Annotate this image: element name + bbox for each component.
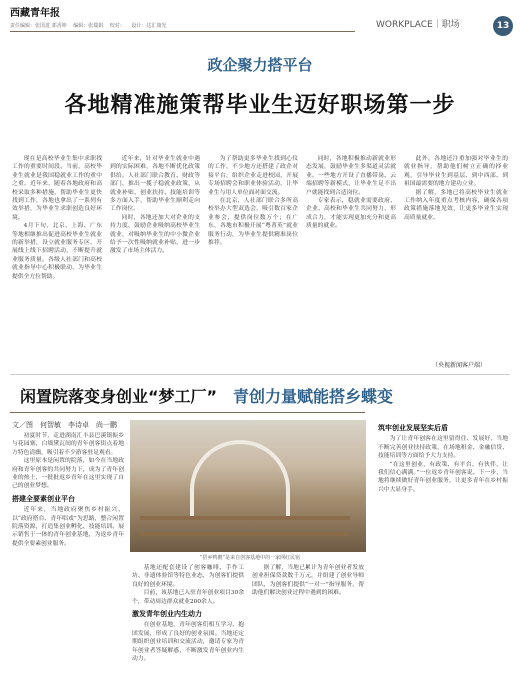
subheading: 筑牢创业发展坚实后盾 xyxy=(378,424,448,432)
photo-arch-shape xyxy=(190,440,290,520)
paragraph: 近年来，针对毕业生就业中遇到的实际困难，各地不断优化政策供给。人社部门联合教育、财政等部门，推出一揽子稳就业政策，从就业补贴、创业扶持、技能培训等多方面入手，帮助毕业生顺利走向工作岗位。 xyxy=(110,156,200,213)
paragraph: 专家表示，稳就业需要政府、企业、高校和毕业生共同努力，形成合力，才能实现更加充分和更高质量的就业。 xyxy=(306,198,396,230)
photo-shelf-shape xyxy=(140,516,350,520)
paragraph: 近年来，当地政府聚焦乡村振兴，以“政府搭台、青年唱戏”为思路，整合闲置院落资源，打造集创业孵化、技能培训、展示销售于一体的青年创业基地，为返乡青年提供全要素创业服务。 xyxy=(12,507,124,547)
story-photo xyxy=(130,420,366,552)
paragraph: 在创业基地，青年创客们相互学习、抱团发展，形成了良好的创业氛围。当地还定期组织创业培训和交流活动，邀请专家为青年创业者答疑解惑，不断激发青年创业内生动力。 xyxy=(132,622,244,663)
story2-column-1 xyxy=(12,432,124,694)
story2-headline-right: 青创力量赋能搭乡蝶变 xyxy=(233,387,394,406)
story2-headline-left: 闲置院落变身创业“梦工厂” xyxy=(20,387,218,406)
paragraph: 为了让青年创客在这里留得住、发展好，当地不断完善创业扶持政策，在场地租金、金融信贷、技能培训等方面给予大力支持。 xyxy=(378,436,508,460)
story1-kicker: 政企聚力搭平台 xyxy=(207,56,313,74)
paragraph: 同时，各地还加大对企业的支持力度，鼓励企业吸纳高校毕业生就业，对吸纳毕业生的中小微企业给予一次性吸纳就业补贴，进一步激发了市场主体活力。 xyxy=(110,214,200,255)
subheading: 激发青年创业内生动力 xyxy=(132,610,202,619)
editor-info xyxy=(10,22,171,29)
editor-info-item: 编辑：张瑞娟 xyxy=(73,23,104,29)
paragraph: 目前，该基地已入驻青年创业项目30余个，带动周边群众就业200余人。 xyxy=(132,590,244,605)
story1-column-1 xyxy=(12,155,102,360)
paragraph: 4月下旬，北京、上海、广东等地相继推出促进高校毕业生就业的新举措，设立就业服务专区，开展线上线下招聘活动，不断提升就业服务质量。各级人社部门和高校就业指导中心积极联动，为毕业生提供全方位帮助。 xyxy=(12,223,102,280)
story2-byline: 文／图 何智敏 李诗卓 尚一鹏 xyxy=(12,421,117,429)
paragraph: 此外，各地还注重加强对毕业生的就业指导，帮助他们树立正确的择业观，引导毕业生到基层、到中西部、到祖国最需要的地方建功立业。 xyxy=(404,156,508,188)
masthead-rule xyxy=(10,31,355,32)
section-divider xyxy=(10,374,510,375)
story1-column-3 xyxy=(208,155,298,360)
newspaper-logo: 西藏青年报 xyxy=(10,8,60,19)
masthead xyxy=(0,0,520,40)
subheading: 搭建全要素创业平台 xyxy=(12,494,75,503)
story1-source: （央视新闻客户端） xyxy=(432,362,487,369)
story2-column-2 xyxy=(132,564,244,694)
paragraph: 基地还配套建设了创客咖啡、手作工坊、非遗体验馆等特色业态，为创客们提供良好的创业环境。 xyxy=(132,565,244,588)
paragraph: 为了帮助更多毕业生找到心仪的工作，不少地方还搭建了政企对接平台，组织企业走进校园，开展专场招聘会和职业体验活动，让毕业生与用人单位面对面交流。 xyxy=(208,156,298,196)
photo-caption: “搭乡鸭鹅”是来自创客基地中的一家网红民宿 xyxy=(199,555,301,561)
section-label: WORKPLACE｜职场 xyxy=(376,20,460,30)
story1-column-4 xyxy=(306,155,396,360)
paragraph: 在北京，人社部门联合多所高校举办大型双选会，吸引数百家企业参会，提供岗位数万个；在广东，各地市积极开展“粤菁英”就业服务行动，为毕业生提供精准岗位推荐。 xyxy=(208,198,298,247)
paragraph: 这里原本是闲置的院落，如今在当地政府和青年创客的共同努力下，成为了青年创业的热土，一批批返乡青年在这里实现了自己的创业梦想。 xyxy=(12,458,124,490)
page-number-badge: 13 xyxy=(493,16,513,36)
paragraph: 同时，各地积极推动新就业形态发展，鼓励毕业生多渠道灵活就业。一些地方开设了直播带岗、云端招聘等新模式，让毕业生足不出户就能找到合适岗位。 xyxy=(306,156,396,196)
photo-shelf-shape xyxy=(140,532,350,536)
paragraph: 据了解，当地已累计为青年创业者发放创业担保贷款数千万元，并组建了创业导师团队，为创客们提供“一对一”指导服务，帮助他们解决创业过程中遇到的困难。 xyxy=(252,565,364,597)
paragraph: 据了解，多地已将高校毕业生就业工作纳入年度重点考核内容，确保各项政策措施落地见效，让更多毕业生实现高质量就业。 xyxy=(404,189,508,221)
paragraph: “在这里创业，有政策、有平台、有伙伴，让我们信心满满。”一位返乡青年创客说。下一步，当地将继续做好青年创业服务，让更多青年在乡村振兴中大显身手。 xyxy=(378,461,508,493)
editor-info-item: 责任编辑：张国进 郭香坤 xyxy=(10,23,67,29)
story1-column-2 xyxy=(110,155,200,360)
paragraph: 初夏时节，走进湖南汇丰县巴溪镇振乡与花园寨，白墙黛瓦间的青年创客街点着地方特色清幽，吸引着不少游客驻足观看。 xyxy=(12,433,124,456)
story1-column-5 xyxy=(404,155,508,355)
paragraph: 现在是高校毕业生集中求职找工作的重要时间段。当前，高校毕业生就业是我国稳就业工作的重中之重。近年来，随着各地政府和高校采取多种措施，帮助毕业生更快找到工作，各地也拿出了一系列有效举措，为毕业生求职创造良好环境。 xyxy=(12,156,102,221)
story2-column-4 xyxy=(378,420,508,694)
editor-info-item: 校对： xyxy=(109,23,125,29)
story1-headline: 各地精准施策帮毕业生迈好职场第一步 xyxy=(64,93,456,118)
editor-info-item: 设计：达汇康光 xyxy=(131,23,167,29)
story2-headline xyxy=(20,384,500,407)
story2-rule xyxy=(10,412,365,413)
story2-column-3 xyxy=(252,564,364,694)
